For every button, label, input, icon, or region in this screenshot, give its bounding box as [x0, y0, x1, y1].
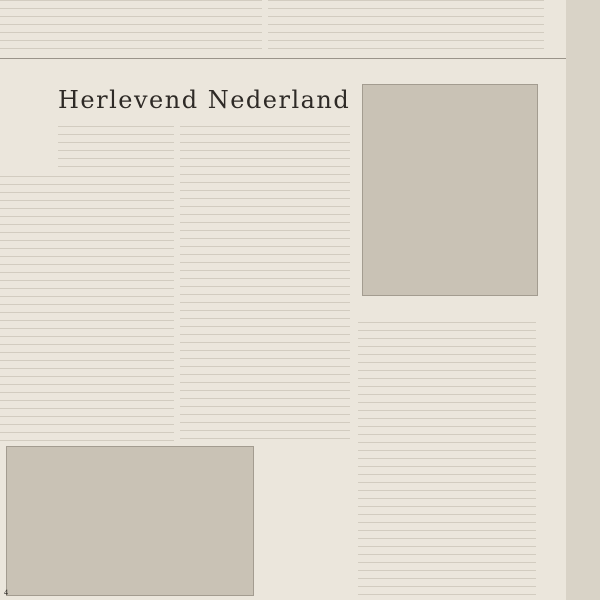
- page-number: 4: [4, 588, 8, 597]
- facing-page-edge: [566, 0, 600, 600]
- body-column-2: [180, 126, 350, 442]
- article-headline: Herlevend Nederland: [58, 86, 351, 114]
- section-divider: [0, 58, 566, 59]
- top-text-right: [268, 0, 544, 54]
- photo-wall-of-caricatures: [6, 446, 254, 596]
- photo-man-viewing-caricatures: [362, 84, 538, 296]
- body-column-3: [358, 322, 536, 600]
- top-text-left: [0, 0, 262, 54]
- body-column-1: [0, 176, 174, 446]
- epigraph: [58, 126, 174, 172]
